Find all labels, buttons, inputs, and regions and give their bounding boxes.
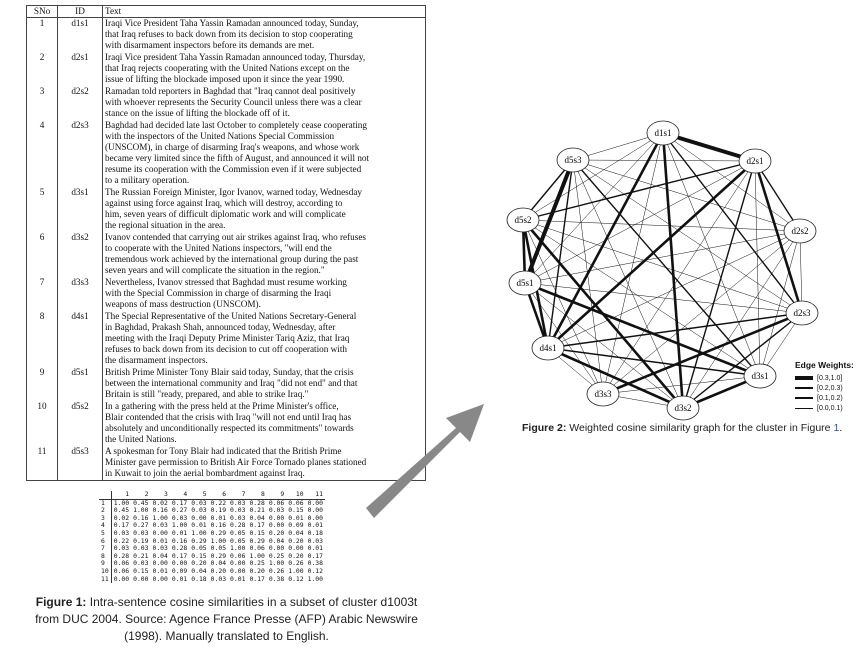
matrix-cell: 0.12 bbox=[307, 566, 323, 575]
matrix-cell: 0.20 bbox=[249, 566, 265, 575]
text-line: The Special Representative of the United Nations Secretary-General bbox=[105, 311, 357, 321]
text-line: In a gathering with the press held at the Prime Minister's office, bbox=[105, 401, 339, 411]
matrix-cell: 0.15 bbox=[133, 566, 149, 575]
matrix-cell: 0.00 bbox=[268, 521, 285, 530]
matrix-cell: 0.00 bbox=[152, 528, 168, 537]
legend-label: [0.1,0.2) bbox=[817, 394, 843, 402]
figure1-reference-link[interactable]: 1 bbox=[833, 422, 840, 434]
matrix-col-header: 5 bbox=[189, 491, 208, 499]
matrix-cell: 0.03 bbox=[113, 528, 130, 537]
legend-label: [0.0,0.1) bbox=[817, 404, 843, 412]
matrix-cell: 0.03 bbox=[230, 513, 246, 522]
matrix-col-header: 3 bbox=[150, 491, 169, 499]
matrix-row-label: 3 bbox=[99, 515, 111, 523]
row-sno: 3 bbox=[27, 86, 58, 120]
matrix-col-header: 6 bbox=[209, 491, 228, 499]
text-line: A spokesman for Tony Blair had indicated that the British Prime bbox=[105, 446, 342, 456]
matrix-cell: 0.06 bbox=[230, 551, 246, 560]
figure1-caption-label: Figure 1: bbox=[35, 595, 87, 609]
matrix-cell: 0.00 bbox=[133, 574, 149, 583]
row-id: d5s1 bbox=[58, 367, 103, 401]
row-text bbox=[103, 18, 426, 53]
arrow-icon bbox=[360, 400, 490, 510]
legend-line bbox=[795, 376, 813, 380]
matrix-col-header: 11 bbox=[306, 491, 325, 499]
matrix-cell: 0.00 bbox=[113, 574, 130, 583]
graph-node bbox=[532, 336, 564, 360]
sentence-table-header bbox=[27, 6, 426, 18]
table-row bbox=[27, 277, 426, 311]
matrix-cell: 0.04 bbox=[191, 566, 207, 575]
text-line: with disarmament inspectors before its demands are met. bbox=[105, 40, 315, 50]
graph-node bbox=[557, 148, 589, 172]
legend-item bbox=[795, 383, 854, 393]
graph-edge bbox=[663, 133, 802, 313]
matrix-cell: 0.28 bbox=[230, 521, 246, 530]
row-sno: 10 bbox=[27, 401, 58, 446]
matrix-cell: 0.28 bbox=[171, 544, 188, 553]
text-line: Ramadan told reporters in Baghdad that "Iraq cannot deal positively bbox=[105, 86, 356, 96]
matrix-cell: 0.19 bbox=[133, 536, 149, 545]
matrix-cell: 0.00 bbox=[307, 498, 323, 507]
graph-node bbox=[784, 219, 816, 243]
node-label: d2s1 bbox=[746, 156, 764, 166]
matrix-cell: 0.00 bbox=[230, 566, 246, 575]
text-line: with the Special Commission in charge of disarming the Iraqi bbox=[105, 288, 332, 298]
matrix-corner bbox=[99, 491, 111, 499]
matrix-cell: 0.38 bbox=[307, 559, 323, 568]
row-sno: 8 bbox=[27, 311, 58, 367]
matrix-cell: 0.04 bbox=[249, 513, 265, 522]
node-label: d5s1 bbox=[516, 278, 534, 288]
text-line: Minister gave permission to British Air Force Tornado planes stationed bbox=[105, 457, 367, 467]
text-line: The Russian Foreign Minister, Igor Ivanov, warned today, Wednesday bbox=[105, 187, 363, 197]
matrix-body bbox=[99, 499, 325, 583]
matrix-col-header: 9 bbox=[267, 491, 286, 499]
text-line: the regional situation in the area. bbox=[105, 220, 226, 230]
matrix-cell: 0.03 bbox=[133, 544, 149, 553]
text-line: the United Nations. bbox=[105, 434, 177, 444]
matrix-cell: 0.26 bbox=[288, 559, 304, 568]
text-line: Iraqi Vice president Taha Yassin Ramadan announced today, Thursday, bbox=[105, 52, 366, 62]
matrix-cell: 0.05 bbox=[230, 536, 246, 545]
matrix-cell: 0.02 bbox=[113, 513, 130, 522]
figure2-caption-text: Weighted cosine similarity graph for the cluster in Figure bbox=[569, 422, 834, 434]
matrix-cell: 0.12 bbox=[288, 574, 304, 583]
matrix-cell: 0.18 bbox=[307, 528, 323, 537]
text-line: meeting with the Iraqi Deputy Prime Minister Tariq Aziz, that Iraq bbox=[105, 333, 350, 343]
text-line: became very limited since the fifth of August, and announced it will not bbox=[105, 153, 370, 163]
matrix-col-header: 4 bbox=[170, 491, 189, 499]
matrix-cell: 1.00 bbox=[249, 551, 265, 560]
table-row bbox=[27, 232, 426, 277]
matrix-cell: 0.28 bbox=[249, 498, 265, 507]
matrix-cell: 0.03 bbox=[113, 544, 130, 553]
table-row bbox=[27, 120, 426, 187]
matrix-row bbox=[99, 576, 325, 584]
graph-edge bbox=[523, 133, 663, 220]
matrix-cell: 0.17 bbox=[307, 551, 323, 560]
matrix-cell: 0.06 bbox=[268, 498, 285, 507]
matrix-cell: 0.38 bbox=[268, 574, 285, 583]
matrix-cell: 0.19 bbox=[210, 506, 227, 515]
table-row bbox=[27, 86, 426, 120]
text-line: in Baghdad, Prakash Shah, announced today, Wednesday, after bbox=[105, 322, 336, 332]
text-line: that Iraq refuses to back down from its decision to stop cooperating bbox=[105, 29, 353, 39]
matrix-cell: 0.29 bbox=[191, 536, 207, 545]
matrix-cell: 0.09 bbox=[288, 521, 304, 530]
matrix-cell: 0.01 bbox=[191, 521, 207, 530]
matrix-cell: 0.05 bbox=[230, 528, 246, 537]
header-sno: SNo bbox=[27, 6, 58, 18]
matrix-cell: 1.00 bbox=[268, 559, 285, 568]
row-text bbox=[103, 52, 426, 86]
matrix-cell: 0.21 bbox=[133, 551, 149, 560]
matrix-cell: 0.17 bbox=[171, 551, 188, 560]
node-label: d4s1 bbox=[539, 343, 557, 353]
matrix-cell: 1.00 bbox=[307, 574, 323, 583]
row-text bbox=[103, 367, 426, 401]
matrix-cell: 0.03 bbox=[191, 506, 207, 515]
matrix-cell: 0.16 bbox=[171, 536, 188, 545]
matrix-cell: 0.20 bbox=[288, 536, 304, 545]
text-line: seven years and will complicate the situation in the region." bbox=[105, 265, 325, 275]
figure2-caption bbox=[522, 421, 862, 435]
matrix-row-label: 9 bbox=[99, 560, 111, 568]
matrix-header-row bbox=[99, 491, 325, 499]
matrix-row-label: 11 bbox=[99, 576, 111, 584]
matrix-cell: 0.00 bbox=[152, 574, 168, 583]
legend-label: [0.2,0.3) bbox=[817, 384, 843, 392]
matrix-cell: 0.04 bbox=[268, 536, 285, 545]
matrix-cell: 0.20 bbox=[210, 566, 227, 575]
row-id: d2s2 bbox=[58, 86, 103, 120]
matrix-row-label: 2 bbox=[99, 507, 111, 515]
matrix-cell: 0.03 bbox=[152, 521, 168, 530]
matrix-cell: 0.05 bbox=[210, 544, 227, 553]
row-sno: 9 bbox=[27, 367, 58, 401]
text-line: with whoever represents the Security Council unless there was a clear bbox=[105, 97, 362, 107]
row-id: d5s2 bbox=[58, 401, 103, 446]
matrix-cell: 1.00 bbox=[288, 566, 304, 575]
graph-node bbox=[667, 396, 699, 420]
matrix-row-label: 1 bbox=[99, 499, 111, 507]
matrix-cell: 0.00 bbox=[268, 544, 285, 553]
matrix-cell: 0.25 bbox=[268, 551, 285, 560]
matrix-cell: 0.03 bbox=[133, 559, 149, 568]
row-sno: 11 bbox=[27, 446, 58, 481]
matrix-cell: 0.20 bbox=[268, 528, 285, 537]
matrix-col-header: 1 bbox=[111, 491, 131, 499]
text-line: issue of lifting the blockade imposed upon it since the year 1990. bbox=[105, 74, 345, 84]
similarity-matrix bbox=[99, 491, 325, 583]
matrix-cell: 0.00 bbox=[268, 513, 285, 522]
matrix-cell: 0.03 bbox=[230, 498, 246, 507]
matrix-cell: 0.06 bbox=[249, 544, 265, 553]
row-text bbox=[103, 232, 426, 277]
text-line: with the inspectors of the United Nations Special Commission bbox=[105, 131, 335, 141]
matrix-row-label: 7 bbox=[99, 545, 111, 553]
matrix-cell: 0.22 bbox=[113, 536, 130, 545]
figure2-caption-label: Figure 2: bbox=[522, 422, 567, 434]
table-row bbox=[27, 311, 426, 367]
matrix-cell: 0.16 bbox=[210, 521, 227, 530]
matrix-cell: 0.06 bbox=[288, 498, 304, 507]
matrix-cell: 0.27 bbox=[171, 506, 188, 515]
row-sno: 5 bbox=[27, 187, 58, 232]
matrix-cell: 0.17 bbox=[171, 498, 188, 507]
matrix-cell: 0.45 bbox=[133, 498, 149, 507]
node-label: d1s1 bbox=[654, 128, 672, 138]
matrix-cell: 0.00 bbox=[307, 506, 323, 515]
matrix-cell: 0.03 bbox=[152, 544, 168, 553]
node-label: d5s2 bbox=[514, 215, 532, 225]
matrix-cell: 0.00 bbox=[152, 559, 168, 568]
node-label: d2s2 bbox=[791, 226, 809, 236]
matrix-cell: 0.26 bbox=[268, 566, 285, 575]
matrix-cell: 0.03 bbox=[210, 574, 227, 583]
figure1-caption-text: Intra-sentence cosine similarities in a subset of cluster d1003t from DUC 2004. Source: Agence France Presse (AFP) Arabic Newswire (1998). Manually translated to English. bbox=[35, 595, 418, 643]
matrix-row-label: 6 bbox=[99, 538, 111, 546]
matrix-cell: 1.00 bbox=[133, 506, 149, 515]
text-line: tremendous work achieved by the international group during the past bbox=[105, 254, 359, 264]
matrix-cell: 0.15 bbox=[288, 506, 304, 515]
matrix-cell: 0.01 bbox=[152, 566, 168, 575]
table-row bbox=[27, 52, 426, 86]
matrix-cell: 0.22 bbox=[210, 498, 227, 507]
text-line: weapons of mass destruction (UNSCOM). bbox=[105, 299, 261, 309]
matrix-cell: 0.06 bbox=[113, 566, 130, 575]
matrix-col-header: 8 bbox=[247, 491, 266, 499]
node-label: d3s3 bbox=[594, 389, 612, 399]
row-sno: 7 bbox=[27, 277, 58, 311]
matrix-cell: 0.03 bbox=[307, 536, 323, 545]
row-sno: 4 bbox=[27, 120, 58, 187]
row-id: d3s2 bbox=[58, 232, 103, 277]
text-line: Blair contended that the crisis with Iraq "will not end until Iraq has bbox=[105, 412, 352, 422]
matrix-cell: 0.02 bbox=[152, 498, 168, 507]
row-id: d2s1 bbox=[58, 52, 103, 86]
node-label: d5s3 bbox=[564, 155, 582, 165]
graph-node bbox=[647, 121, 679, 145]
matrix-cell: 0.03 bbox=[191, 498, 207, 507]
row-text bbox=[103, 187, 426, 232]
matrix-cell: 0.01 bbox=[288, 513, 304, 522]
matrix-cell: 1.00 bbox=[210, 536, 227, 545]
matrix-cell: 0.06 bbox=[113, 559, 130, 568]
text-line: resume its cooperation with the Commission even if it were subjected bbox=[105, 164, 362, 174]
matrix-cell: 0.20 bbox=[288, 551, 304, 560]
matrix-cell: 0.16 bbox=[133, 513, 149, 522]
matrix-cell: 0.00 bbox=[191, 513, 207, 522]
matrix-cell: 0.01 bbox=[307, 521, 323, 530]
matrix-cell: 1.00 bbox=[152, 513, 168, 522]
matrix-cell: 0.29 bbox=[210, 551, 227, 560]
matrix-cell: 0.03 bbox=[133, 528, 149, 537]
text-line: in Kuwait to join the aerial bombardment against Iraq. bbox=[105, 468, 305, 478]
text-line: to cooperate with the United Nations inspectors, "will end the bbox=[105, 243, 332, 253]
table-row bbox=[27, 367, 426, 401]
matrix-row-label: 4 bbox=[99, 522, 111, 530]
matrix-cell: 0.01 bbox=[152, 536, 168, 545]
matrix-cell: 0.17 bbox=[249, 521, 265, 530]
matrix-cell: 0.01 bbox=[171, 574, 188, 583]
row-sno: 6 bbox=[27, 232, 58, 277]
node-label: d2s3 bbox=[793, 308, 811, 318]
matrix-cell: 0.09 bbox=[171, 566, 188, 575]
matrix-cell: 0.01 bbox=[171, 528, 188, 537]
matrix-cell: 0.04 bbox=[152, 551, 168, 560]
matrix-cell: 0.29 bbox=[249, 536, 265, 545]
matrix-cell: 1.00 bbox=[171, 521, 188, 530]
row-text bbox=[103, 86, 426, 120]
row-id: d1s1 bbox=[58, 18, 103, 53]
matrix-cell: 0.25 bbox=[249, 559, 265, 568]
matrix-cell: 0.17 bbox=[249, 574, 265, 583]
matrix-cell: 0.04 bbox=[210, 559, 227, 568]
node-label: d3s1 bbox=[751, 371, 769, 381]
text-line: refuses to back down from its decision to cut off cooperation with bbox=[105, 344, 347, 354]
graph-node bbox=[507, 208, 539, 232]
text-line: against using force against Iraq, which will destroy, according to bbox=[105, 198, 343, 208]
row-id: d3s1 bbox=[58, 187, 103, 232]
graph-edge bbox=[525, 283, 802, 313]
legend-item bbox=[795, 403, 854, 413]
matrix-cell: 0.00 bbox=[230, 559, 246, 568]
legend-line bbox=[795, 408, 813, 409]
text-line: Baghdad had decided late last October to completely cease cooperating bbox=[105, 120, 367, 130]
graph-edge bbox=[573, 160, 603, 394]
matrix-cell: 0.03 bbox=[268, 506, 285, 515]
header-id: ID bbox=[58, 6, 103, 18]
graph-node bbox=[786, 301, 818, 325]
matrix-cell: 0.15 bbox=[191, 551, 207, 560]
text-line: to a military operation. bbox=[105, 175, 190, 185]
graph-nodes bbox=[507, 121, 818, 420]
legend-line bbox=[795, 397, 813, 398]
text-line: between the international community and Iraq "did not end" and that bbox=[105, 378, 358, 388]
row-sno: 2 bbox=[27, 52, 58, 86]
text-line: absolutely and unconditionally respected its commitments" towards bbox=[105, 423, 354, 433]
matrix-cell: 0.01 bbox=[307, 544, 323, 553]
row-id: d4s1 bbox=[58, 311, 103, 367]
row-id: d3s3 bbox=[58, 277, 103, 311]
matrix-cell: 0.03 bbox=[230, 506, 246, 515]
matrix-cell: 0.15 bbox=[249, 528, 265, 537]
matrix-cell: 0.28 bbox=[113, 551, 130, 560]
matrix-cell: 0.00 bbox=[307, 513, 323, 522]
legend-item bbox=[795, 393, 854, 403]
matrix-cell: 0.21 bbox=[249, 506, 265, 515]
matrix-row-label: 5 bbox=[99, 530, 111, 538]
text-line: Britain is still "ready, prepared, and able to strike Iraq." bbox=[105, 389, 309, 399]
matrix-cell: 0.04 bbox=[288, 528, 304, 537]
edge-weight-legend bbox=[795, 360, 854, 413]
graph-node bbox=[739, 149, 771, 173]
text-line: Iraqi Vice President Taha Yassin Ramadan announced today, Sunday, bbox=[105, 18, 359, 28]
header-text: Text bbox=[103, 6, 426, 18]
legend-label: [0.3,1.0] bbox=[817, 374, 843, 382]
arrow-shape bbox=[366, 404, 484, 518]
matrix-cell: 0.01 bbox=[210, 513, 227, 522]
matrix-cell: 0.05 bbox=[191, 544, 207, 553]
matrix-col-header: 7 bbox=[228, 491, 247, 499]
matrix-cell: 1.00 bbox=[230, 544, 246, 553]
legend-items bbox=[795, 373, 854, 413]
figure1-caption bbox=[26, 594, 427, 645]
matrix-cell: 0.01 bbox=[230, 574, 246, 583]
matrix-col-header: 10 bbox=[286, 491, 305, 499]
row-text bbox=[103, 311, 426, 367]
text-line: Ivanov contended that carrying out air strikes against Iraq, who refuses bbox=[105, 232, 366, 242]
graph-node bbox=[587, 382, 619, 406]
table-row bbox=[27, 187, 426, 232]
text-line: British Prime Minister Tony Blair said today, Sunday, that the crisis bbox=[105, 367, 354, 377]
row-id: d2s3 bbox=[58, 120, 103, 187]
row-sno: 1 bbox=[27, 18, 58, 53]
text-line: the disarmament inspectors. bbox=[105, 355, 208, 365]
figure2-caption-tail: . bbox=[839, 422, 843, 434]
row-text bbox=[103, 277, 426, 311]
matrix-cell: 0.27 bbox=[133, 521, 149, 530]
matrix-cell: 0.17 bbox=[113, 521, 130, 530]
row-text bbox=[103, 120, 426, 187]
graph-edge bbox=[683, 231, 800, 408]
table-row bbox=[27, 18, 426, 53]
matrix-row-label: 8 bbox=[99, 553, 111, 561]
row-id: d5s3 bbox=[58, 446, 103, 481]
similarity-graph bbox=[505, 110, 811, 420]
legend-item bbox=[795, 373, 854, 383]
matrix-row-label: 10 bbox=[99, 568, 111, 576]
text-line: (UNSCOM), in charge of disarming Iraq's weapons, and whose work bbox=[105, 142, 360, 152]
matrix-cell: 0.29 bbox=[210, 528, 227, 537]
matrix-cell: 0.00 bbox=[288, 544, 304, 553]
matrix-cell: 0.45 bbox=[113, 506, 130, 515]
legend-title: Edge Weights: bbox=[795, 360, 854, 370]
matrix-cell: 0.20 bbox=[191, 559, 207, 568]
graph-node bbox=[744, 364, 776, 388]
legend-line bbox=[795, 387, 813, 390]
matrix-cell: 0.18 bbox=[191, 574, 207, 583]
graph-node bbox=[509, 271, 541, 295]
matrix-cell: 1.00 bbox=[191, 528, 207, 537]
matrix-cell: 0.00 bbox=[171, 559, 188, 568]
matrix-cell: 1.00 bbox=[113, 498, 130, 507]
text-line: him, seven years of difficult diplomatic work and will complicate bbox=[105, 209, 346, 219]
matrix-cell: 0.16 bbox=[152, 506, 168, 515]
graph-edge bbox=[755, 161, 760, 376]
text-line: that Iraq rejects cooperating with the United Nations except on the bbox=[105, 63, 350, 73]
graph-edge bbox=[523, 161, 755, 220]
text-line: Nevertheless, Ivanov stressed that Baghdad must resume working bbox=[105, 277, 347, 287]
matrix-cell: 0.03 bbox=[171, 513, 188, 522]
text-line: stance on the issue of lifting the blockade off of it. bbox=[105, 108, 290, 118]
node-label: d3s2 bbox=[674, 403, 692, 413]
matrix-col-header: 2 bbox=[131, 491, 150, 499]
